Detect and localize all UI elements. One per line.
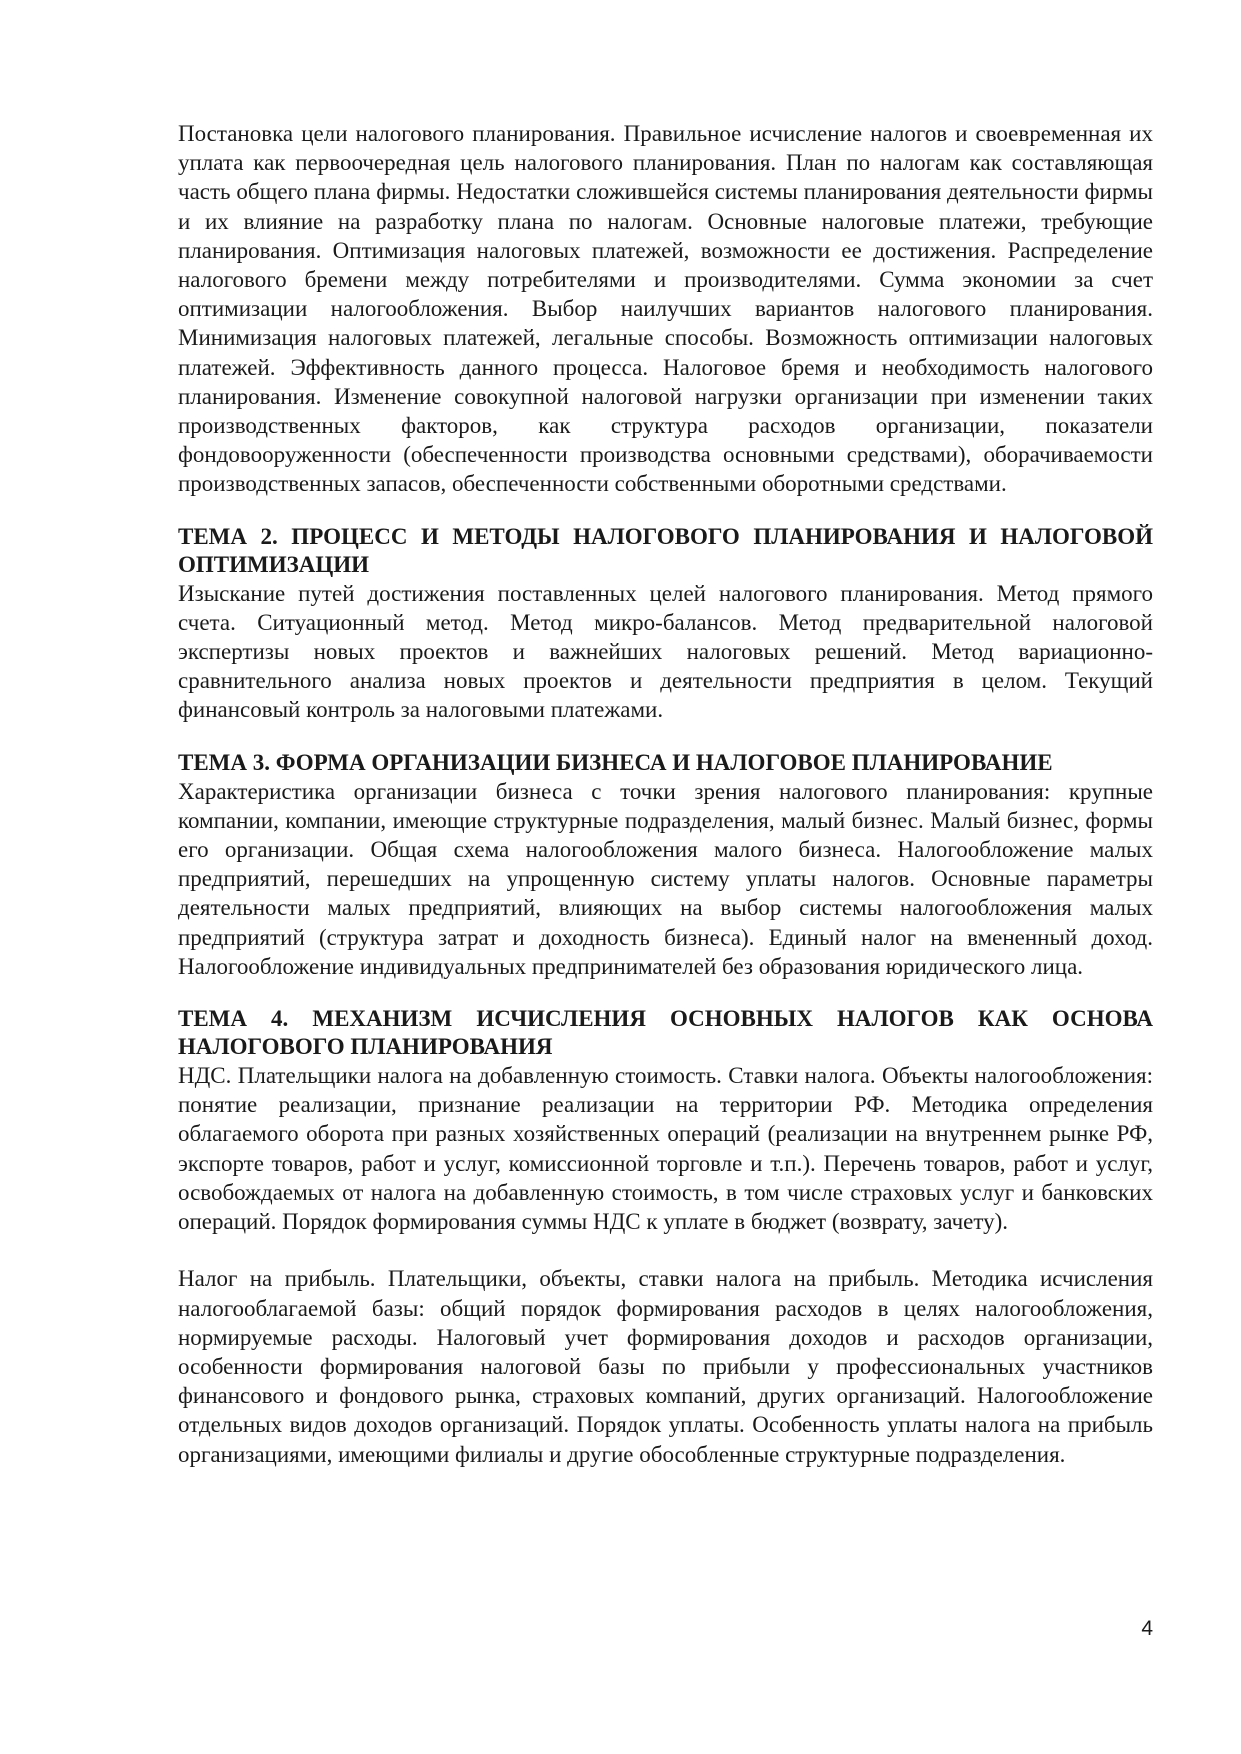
document-page [178, 119, 1153, 1469]
topic-4-heading: ТЕМА 4. МЕХАНИЗМ ИСЧИСЛЕНИЯ ОСНОВНЫХ НАЛОГОВ КАК ОСНОВА НАЛОГОВОГО ПЛАНИРОВАНИЯ [178, 1006, 1153, 1060]
topic-3-paragraph: Характеристика организации бизнеса с точки зрения налогового планирования: крупные компании, компании, имеющие структурные подразделения, малый бизнес. Малый бизнес, формы его организации. Общая схема налогообложения малого бизнеса. Налогообложение малых предприятий, перешедших на упрощенную систему уплаты налогов. Основные параметры деятельности малых предприятий, влияющих на выбор системы налогообложения малых предприятий (структура затрат и доходность бизнеса). Единый налог на вмененный доход. Налогообложение индивидуальных предпринимателей без образования юридического лица. [178, 778, 1153, 979]
intro-paragraph: Постановка цели налогового планирования. Правильное исчисление налогов и своевременная их уплата как первоочередная цель налогового планирования. План по налогам как составляющая часть общего плана фирмы. Недостатки сложившейся системы планирования деятельности фирмы и их влияние на разработку плана по налогам. Основные налоговые платежи, требующие планирования. Оптимизация налоговых платежей, возможности ее достижения. Распределение налогового бремени между потребителями и производителями. Сумма экономии за счет оптимизации налогообложения. Выбор наилучших вариантов налогового планирования. Минимизация налоговых платежей, легальные способы. Возможность оптимизации налоговых платежей. Эффективность данного процесса. Налоговое бремя и необходимость налогового планирования. Изменение совокупной налоговой нагрузки организации при изменении таких производственных факторов, как структура расходов организации, показатели фондовооруженности (обеспеченности производства основными средствами), оборачиваемости производственных запасов, обеспеченности собственными оборотными средствами. [178, 121, 1153, 497]
topic-2-heading: ТЕМА 2. ПРОЦЕСС И МЕТОДЫ НАЛОГОВОГО ПЛАНИРОВАНИЯ И НАЛОГОВОЙ ОПТИМИЗАЦИИ [178, 523, 1153, 577]
topic-4-vat-paragraph: НДС. Плательщики налога на добавленную стоимость. Ставки налога. Объекты налогообложения: понятие реализации, признание реализации на территории РФ. Методика определения облагаемого оборота при разных хозяйственных операций (реализации на внутреннем рынке РФ, экспорте товаров, работ и услуг, комиссионной торговле и т.п.). Перечень товаров, работ и услуг, освобождаемых от налога на добавленную стоимость, в том числе страховых услуг и банковских операций. Порядок формирования суммы НДС к уплате в бюджет (возврату, зачету). [178, 1063, 1153, 1235]
topic-4-profit-tax-paragraph: Налог на прибыль. Плательщики, объекты, ставки налога на прибыль. Методика исчисления налогооблагаемой базы: общий порядок формирования расходов в целях налогообложения, нормируемые расходы. Налоговый учет формирования доходов и расходов организации, особенности формирования налоговой базы по прибыли у профессиональных участников финансового и фондового рынка, страховых компаний, других организаций. Налогообложение отдельных видов доходов организаций. Порядок уплаты. Особенность уплаты налога на прибыль организациями, имеющими филиалы и другие обособленные структурные подразделения. [178, 1266, 1153, 1467]
topic-2-paragraph: Изыскание путей достижения поставленных целей налогового планирования. Метод прямого счета. Ситуационный метод. Метод микро-балансов. Метод предварительной налоговой экспертизы новых проектов и важнейших налоговых решений. Метод вариационно-сравнительного анализа новых проектов и деятельности предприятия в целом. Текущий финансовый контроль за налоговыми платежами. [178, 580, 1153, 723]
page-number: 4 [1141, 1617, 1153, 1640]
topic-3-heading: ТЕМА 3. ФОРМА ОРГАНИЗАЦИИ БИЗНЕСА И НАЛОГОВОЕ ПЛАНИРОВАНИЕ [178, 749, 1053, 775]
